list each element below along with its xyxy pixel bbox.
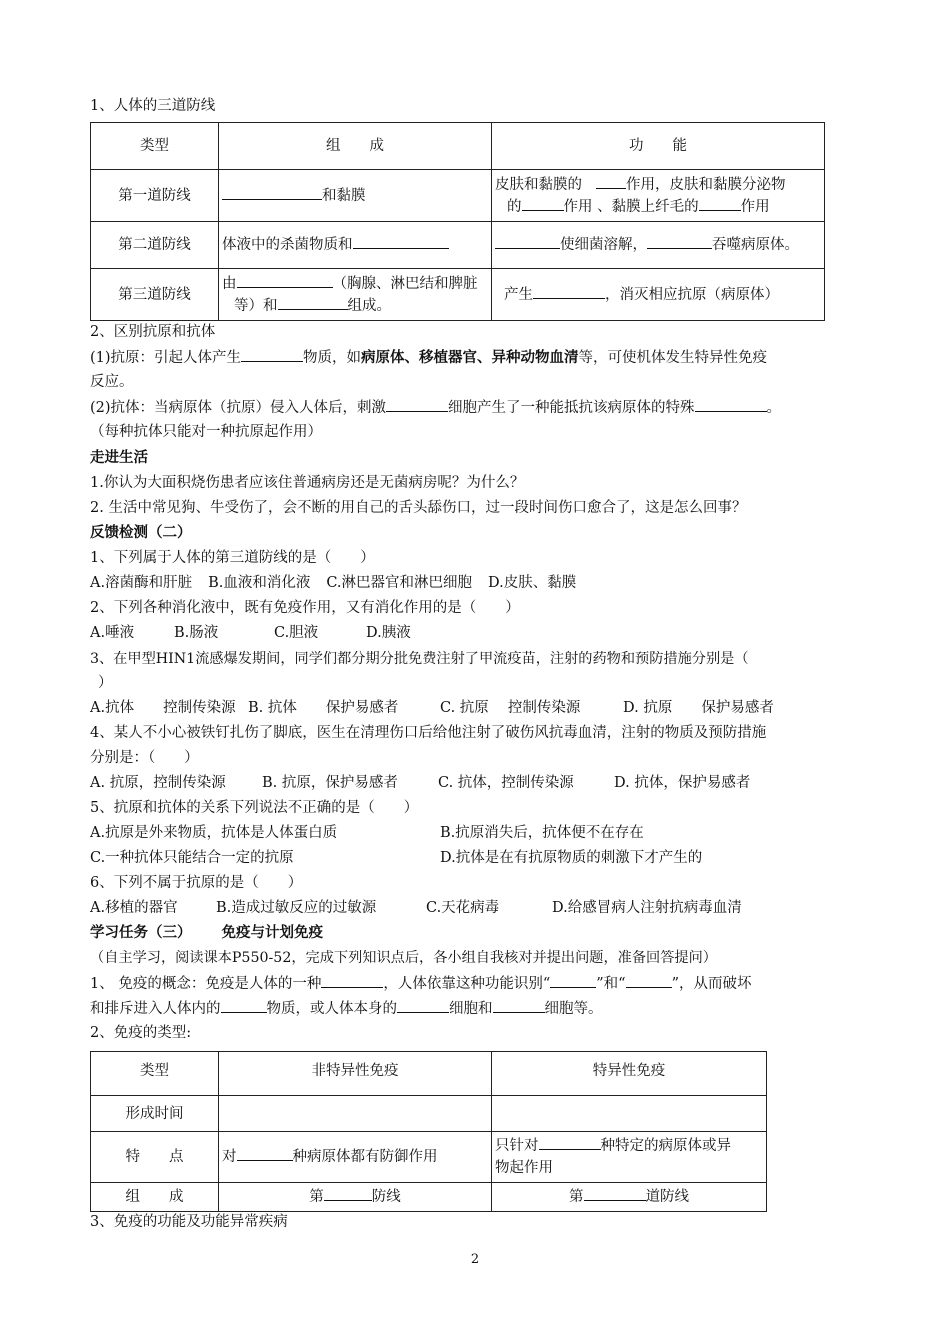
cell-blank[interactable] (492, 1096, 767, 1132)
life-question-1: 1.你认为大面积烧伤患者应该住普通病房还是无菌病房呢？为什么？ (90, 475, 525, 491)
feedback-title: 反馈检测（二） (90, 524, 192, 541)
header-composition: 组 成 (219, 123, 492, 170)
table-row (91, 269, 825, 321)
option[interactable]: A.唾液 (90, 625, 135, 641)
blank[interactable] (495, 234, 560, 249)
option[interactable]: B.造成过敏反应的过敏源 (216, 900, 377, 916)
row-type: 第一道防线 (91, 170, 219, 222)
question-4-options (90, 773, 750, 793)
section-1-title: 1、人体的三道防线 (90, 98, 216, 114)
option[interactable]: B.血液和消化液 (208, 575, 311, 591)
option[interactable]: D.皮肤、黏膜 (488, 575, 577, 591)
option[interactable]: C.一种抗体只能结合一定的抗原 (90, 850, 294, 866)
question-5-options-row1 (90, 823, 644, 843)
blank[interactable] (221, 998, 267, 1013)
antigen-definition-cont: 反应。 (90, 374, 134, 390)
option[interactable]: B.肠液 (174, 625, 219, 641)
table-header-row (91, 123, 825, 170)
table-row (91, 222, 825, 269)
header-type: 类型 (91, 123, 219, 170)
row-function: 皮肤和黏膜的 作用，皮肤和黏膜分泌物 的 作用 、黏膜上纤毛的 作用 (492, 170, 825, 222)
option[interactable]: A.抗体 控制传染源 (90, 700, 236, 716)
section-2-title: 2、区别抗原和抗体 (90, 324, 216, 340)
question-3: 3、在甲型HIN1流感爆发期间，同学们都分期分批免费注射了甲流疫苗，注射的药物和预防措施分别是（ (90, 651, 749, 667)
table-row (91, 1132, 767, 1183)
task3-intro: （自主学习，阅读课本P550-52，完成下列知识点后，各小组自我核对并提出问题，准备回答提问） (90, 950, 717, 966)
table-row (91, 1183, 767, 1212)
question-6: 6、下列不属于抗原的是（ ） (90, 875, 303, 891)
life-title: 走进生活 (90, 449, 148, 466)
option[interactable]: D.胰液 (366, 625, 411, 641)
blank[interactable] (533, 284, 605, 299)
option[interactable]: C.天花病毒 (426, 900, 500, 916)
antibody-note: （每种抗体只能对一种抗原起作用） (90, 424, 322, 440)
option[interactable]: D. 抗原 保护易感者 (623, 700, 774, 716)
immunity-types-table (90, 1051, 767, 1212)
row-type: 第三道防线 (91, 269, 219, 321)
blank[interactable] (695, 397, 767, 412)
option[interactable]: C. 抗原 控制传染源 (440, 700, 581, 716)
question-6-options (90, 898, 742, 918)
question-4: 4、某人不小心被铁钉扎伤了脚底，医生在清理伤口后给他注射了破伤风抗毒血清，注射的物质及预防措施 (90, 725, 767, 741)
row-type: 第二道防线 (91, 222, 219, 269)
blank[interactable] (241, 347, 303, 362)
blank[interactable] (397, 998, 449, 1013)
blank[interactable] (626, 973, 672, 988)
header-nonspecific: 非特异性免疫 (219, 1052, 492, 1096)
blank[interactable] (647, 234, 712, 249)
option[interactable]: B. 抗原，保护易感者 (262, 775, 398, 791)
header-specific: 特异性免疫 (492, 1052, 767, 1096)
blank[interactable] (493, 998, 545, 1013)
row-composition: 体液中的杀菌物质和 (219, 222, 492, 269)
blank[interactable] (522, 196, 564, 211)
immunity-function-title: 3、免疫的功能及功能异常疾病 (90, 1214, 288, 1230)
blank[interactable] (324, 1186, 372, 1201)
row-composition: 由 （胸腺、淋巴结和脾脏 等）和 组成。 (219, 269, 492, 321)
table-header-row (91, 1052, 767, 1096)
row-label: 组 成 (91, 1183, 219, 1212)
table-row (91, 1096, 767, 1132)
header-type: 类型 (91, 1052, 219, 1096)
question-3-cont: ） (98, 675, 113, 691)
option[interactable]: A.溶菌酶和肝脏 (90, 575, 193, 591)
row-function: 使细菌溶解， 吞噬病原体。 (492, 222, 825, 269)
row-function: 产生 ，消灭相应抗原（病原体） (492, 269, 825, 321)
task3-title: 学习任务（三） 免疫与计划免疫 (90, 924, 323, 941)
option[interactable]: D.抗体是在有抗原物质的刺激下才产生的 (440, 850, 703, 866)
immunity-types-title: 2、免疫的类型: (90, 1025, 192, 1041)
blank[interactable] (222, 185, 322, 200)
option[interactable]: B.抗原消失后，抗体便不在存在 (440, 825, 644, 841)
blank[interactable] (237, 273, 333, 288)
question-1-options (90, 573, 576, 593)
option[interactable]: A. 抗原，控制传染源 (90, 775, 226, 791)
row-label: 形成时间 (91, 1096, 219, 1132)
blank[interactable] (353, 234, 449, 249)
option[interactable]: A.移植的器官 (90, 900, 178, 916)
life-question-2: 2. 生活中常见狗、牛受伤了，会不断的用自己的舌头舔伤口，过一段时间伤口愈合了，这是怎么回事？ (90, 500, 747, 516)
blank[interactable] (539, 1135, 601, 1150)
blank[interactable] (550, 973, 596, 988)
question-1: 1、下列属于人体的第三道防线的是（ ） (90, 550, 375, 566)
table-row (91, 170, 825, 222)
antibody-definition: (2)抗体：当病原体（抗原）侵入人体后，刺激 细胞产生了一种能抵抗该病原体的特殊 。 (90, 397, 781, 418)
defense-lines-table (90, 122, 825, 321)
row-composition: 和黏膜 (219, 170, 492, 222)
page-number: 2 (470, 1252, 480, 1267)
blank[interactable] (596, 174, 626, 189)
row-label: 特 点 (91, 1132, 219, 1183)
option[interactable]: D. 抗体，保护易感者 (614, 775, 751, 791)
option[interactable]: D.给感冒病人注射抗病毒血清 (552, 900, 742, 916)
option[interactable]: A.抗原是外来物质，抗体是人体蛋白质 (90, 825, 338, 841)
blank[interactable] (584, 1186, 646, 1201)
immunity-concept: 1、 免疫的概念：免疫是人体的一种 ，人体依靠这种功能识别“ ”和“ ”，从而破坏 (90, 973, 752, 994)
question-4-cont: 分别是：（ ） (90, 750, 199, 766)
blank[interactable] (321, 973, 383, 988)
cell-specific-feature: 只针对 种特定的病原体或异 物起作用 (492, 1132, 767, 1183)
cell-nonspecific-feature: 对 种病原体都有防御作用 (219, 1132, 492, 1183)
cell-specific-composition: 第 道防线 (492, 1183, 767, 1212)
cell-blank[interactable] (219, 1096, 492, 1132)
blank[interactable] (386, 397, 448, 412)
antigen-definition: (1)抗原：引起人体产生 物质，如病原体、移植器官、异种动物血清等，可使机体发生特异性免疫 (90, 349, 768, 366)
cell-nonspecific-composition: 第 防线 (219, 1183, 492, 1212)
question-3-options (90, 698, 774, 718)
blank[interactable] (237, 1146, 293, 1161)
question-2-options (90, 623, 411, 643)
question-2: 2、下列各种消化液中，既有免疫作用，又有消化作用的是（ ） (90, 600, 520, 616)
question-5: 5、抗原和抗体的关系下列说法不正确的是（ ） (90, 800, 419, 816)
option[interactable]: C. 抗体，控制传染源 (438, 775, 574, 791)
option[interactable]: C.胆液 (274, 625, 319, 641)
header-function: 功 能 (492, 123, 825, 170)
question-5-options-row2 (90, 848, 702, 868)
option[interactable]: C.淋巴器官和淋巴细胞 (326, 575, 473, 591)
immunity-concept-cont: 和排斥进入人体内的 物质，或人体本身的 细胞和 细胞等。 (90, 998, 603, 1019)
blank[interactable] (699, 196, 741, 211)
option[interactable]: B. 抗体 保护易感者 (248, 700, 399, 716)
blank[interactable] (278, 295, 348, 310)
